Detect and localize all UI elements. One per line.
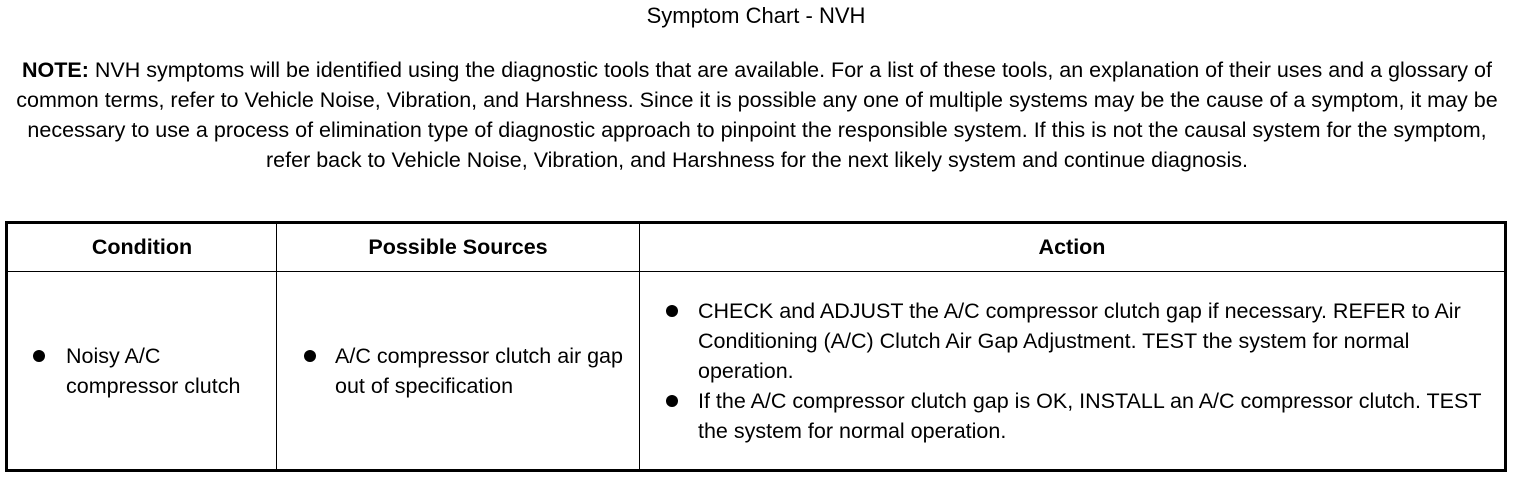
header-action: Action (640, 223, 1506, 272)
action-list (640, 296, 1504, 446)
table-row (7, 272, 1506, 471)
condition-item: Noisy A/C compressor clutch (66, 341, 272, 401)
action-cell (640, 272, 1506, 471)
header-condition: Condition (7, 223, 277, 272)
source-item: A/C compressor clutch air gap out of specification (335, 341, 633, 401)
sources-list (277, 341, 639, 401)
note-paragraph (10, 55, 1504, 175)
note-label: NOTE: (22, 58, 89, 82)
header-possible-sources: Possible Sources (277, 223, 640, 272)
table-header-row (7, 223, 1506, 272)
action-item: If the A/C compressor clutch gap is OK, INSTALL an A/C compressor clutch. TEST the system for normal operation. (698, 386, 1486, 446)
condition-list (8, 341, 276, 401)
page-title: Symptom Chart - NVH (646, 3, 866, 28)
condition-cell (7, 272, 277, 471)
possible-sources-cell (277, 272, 640, 471)
symptom-chart-table (5, 221, 1507, 472)
note-text: NVH symptoms will be identified using the diagnostic tools that are available. For a list of these tools, an explanation of their uses and a glossary of common terms, refer to Vehicle Noise, Vibration, and Harshness. Since it is possible any one of multiple systems may be the cause of a symptom, it may be necessary to use a process of elimination type of diagnostic approach to pinpoint the responsible system. If this is not the causal system for the symptom, refer back to Vehicle Noise, Vibration, and Harshness for the next likely system and continue diagnosis. (16, 58, 1498, 172)
action-item: CHECK and ADJUST the A/C compressor clutch gap if necessary. REFER to Air Conditioning (A/C) Clutch Air Gap Adjustment. TEST the system for normal operation. (698, 296, 1486, 386)
